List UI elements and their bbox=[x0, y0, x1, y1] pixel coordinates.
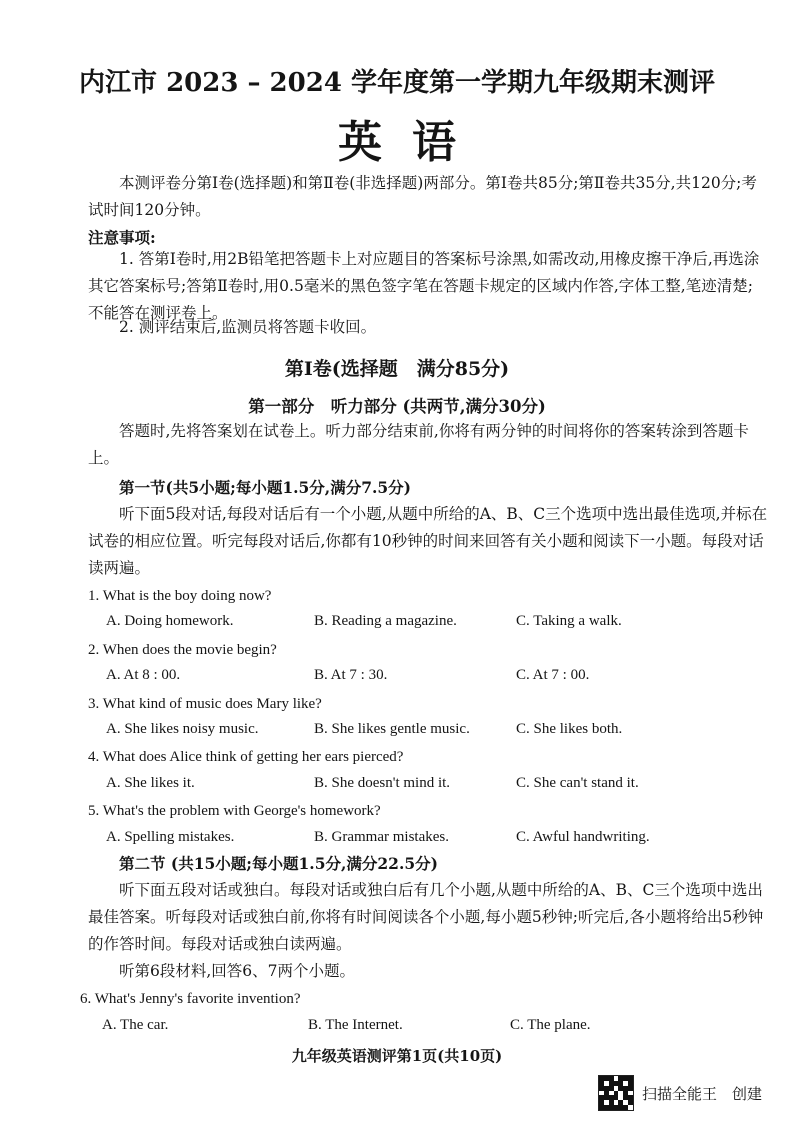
option-c: C. She likes both. bbox=[516, 721, 623, 737]
option-b: B. She likes gentle music. bbox=[314, 721, 470, 737]
question-4-stem: 4. What does Alice think of getting her ears pierced? bbox=[88, 749, 404, 765]
question-3-options bbox=[106, 719, 786, 739]
question-4-options bbox=[106, 773, 786, 793]
option-c: C. Taking a walk. bbox=[516, 613, 622, 629]
section-1-intro: 听下面5段对话,每段对话后有一个小题,从题中所给的A、B、C三个选项中选出最佳选项,并标在试卷的相应位置。听完每段对话后,你都有10秒钟的时间来回答有关小题和阅读下一小题。每段对话读两遍。 bbox=[88, 505, 768, 577]
option-a: A. Spelling mistakes. bbox=[106, 829, 235, 845]
section-2-title: 第二节 (共15小题;每小题1.5分,满分22.5分) bbox=[119, 854, 438, 873]
question-6-stem: 6. What's Jenny's favorite invention? bbox=[80, 991, 301, 1007]
scanner-label: 扫描全能王 创建 bbox=[642, 1084, 763, 1103]
exam-intro: 本测评卷分第Ⅰ卷(选择题)和第Ⅱ卷(非选择题)两部分。第Ⅰ卷共85分;第Ⅱ卷共35分,共120分;考试时间120分钟。 bbox=[88, 174, 757, 219]
option-a: A. Doing homework. bbox=[106, 613, 234, 629]
volume-1-title: 第Ⅰ卷(选择题 满分85分) bbox=[284, 358, 510, 380]
qr-code-icon bbox=[598, 1075, 634, 1111]
section-2-intro: 听下面五段对话或独白。每段对话或独白后有几个小题,从题中所给的A、B、C三个选项中选出最佳答案。听每段对话或独白前,你将有时间阅读各个小题,每小题5秒钟;听完后,各小题将给出5秒钟的作答时间。每段对话或独白读两遍。 bbox=[88, 881, 764, 953]
option-c: C. At 7 : 00. bbox=[516, 667, 590, 683]
option-c: C. She can't stand it. bbox=[516, 775, 639, 791]
page-footer: 九年级英语测评第1页(共10页) bbox=[291, 1047, 503, 1065]
option-b: B. At 7 : 30. bbox=[314, 667, 388, 683]
question-1-stem: 1. What is the boy doing now? bbox=[88, 588, 272, 604]
question-2-options bbox=[106, 665, 786, 685]
notes-heading: 注意事项: bbox=[88, 228, 156, 247]
note-1: 1. 答第Ⅰ卷时,用2B铅笔把答题卡上对应题目的答案标号涂黑,如需改动,用橡皮擦干净后,再选涂其它答案标号;答第Ⅱ卷时,用0.5毫米的黑色签字笔在答题卡规定的区域内作答,字体工整,笔迹清楚;不能答在测评卷上。 bbox=[88, 250, 760, 322]
option-a: A. The car. bbox=[102, 1017, 169, 1033]
section-1-title: 第一节(共5小题;每小题1.5分,满分7.5分) bbox=[119, 478, 412, 497]
option-c: C. The plane. bbox=[510, 1017, 591, 1033]
option-b: B. Grammar mistakes. bbox=[314, 829, 449, 845]
question-5-options bbox=[106, 827, 786, 847]
subject-title: 英语 bbox=[338, 117, 486, 168]
option-b: B. Reading a magazine. bbox=[314, 613, 457, 629]
question-3-stem: 3. What kind of music does Mary like? bbox=[88, 696, 322, 712]
option-c: C. Awful handwriting. bbox=[516, 829, 650, 845]
exam-title: 内江市 2023 – 2024 学年度第一学期九年级期末测评 bbox=[79, 68, 715, 98]
option-b: B. She doesn't mind it. bbox=[314, 775, 451, 791]
option-a: A. At 8 : 00. bbox=[106, 667, 181, 683]
scanner-watermark bbox=[598, 1075, 762, 1111]
option-a: A. She likes noisy music. bbox=[106, 721, 259, 737]
part-1-title: 第一部分 听力部分 (共两节,满分30分) bbox=[248, 397, 546, 416]
question-2-stem: 2. When does the movie begin? bbox=[88, 642, 277, 658]
option-a: A. She likes it. bbox=[106, 775, 195, 791]
material-6-note: 听第6段材料,回答6、7两个小题。 bbox=[119, 962, 356, 980]
part-1-intro: 答题时,先将答案划在试卷上。听力部分结束前,你将有两分钟的时间将你的答案转涂到答题卡上。 bbox=[88, 422, 749, 467]
option-b: B. The Internet. bbox=[308, 1017, 403, 1033]
question-1-options bbox=[106, 611, 786, 631]
question-5-stem: 5. What's the problem with George's homework? bbox=[88, 803, 381, 819]
note-2: 2. 测评结束后,监测员将答题卡收回。 bbox=[119, 318, 377, 336]
question-6-options bbox=[102, 1015, 782, 1035]
